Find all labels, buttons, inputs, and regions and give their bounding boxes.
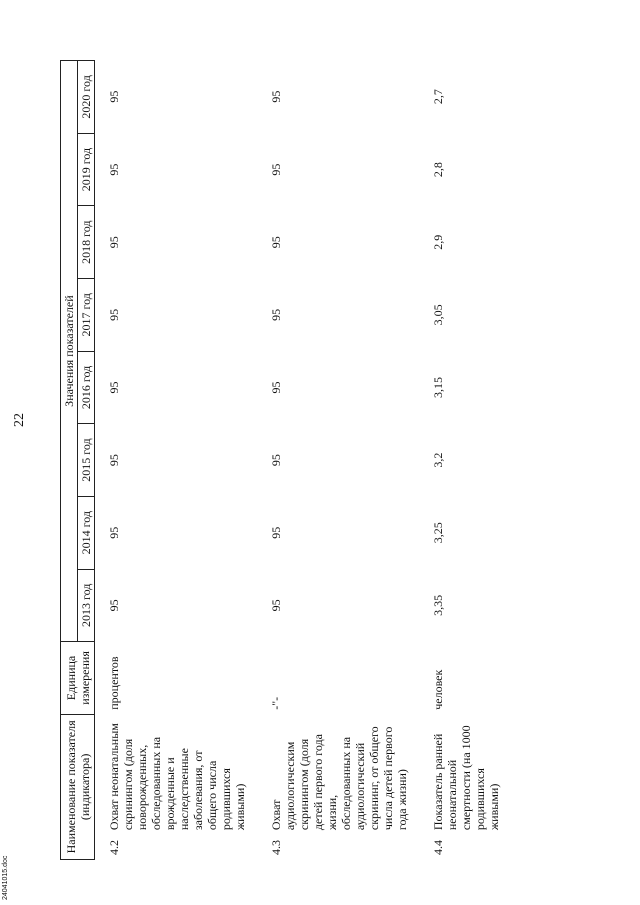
row-value: 3,05 bbox=[431, 304, 445, 326]
header-year: 2013 год bbox=[78, 569, 95, 642]
row-unit: человек bbox=[431, 669, 445, 710]
row-value: 3,25 bbox=[431, 522, 445, 544]
row-number: 4.4 bbox=[431, 840, 445, 855]
row-value: 95 bbox=[107, 381, 121, 394]
row-unit: процентов bbox=[107, 656, 121, 710]
row-value: 95 bbox=[269, 599, 283, 612]
row-value: 95 bbox=[107, 526, 121, 539]
row-indicator-name: Показатель ранней неонатальной смертности (на 1000 родившихся живыми) bbox=[431, 725, 501, 831]
header-unit: Единица измерения bbox=[61, 642, 95, 715]
row-value: 95 bbox=[107, 308, 121, 321]
row-value: 95 bbox=[269, 163, 283, 176]
row-value: 3,35 bbox=[431, 594, 445, 616]
row-value: 95 bbox=[269, 90, 283, 103]
row-value: 95 bbox=[107, 90, 121, 103]
table-row bbox=[257, 61, 419, 860]
table-row bbox=[419, 61, 511, 860]
header-year: 2019 год bbox=[78, 133, 95, 206]
row-value: 95 bbox=[269, 308, 283, 321]
page-number: 22 bbox=[12, 413, 27, 427]
header-year: 2018 год bbox=[78, 206, 95, 279]
rotated-content bbox=[12, 40, 570, 860]
footer-file-code bbox=[2, 770, 16, 900]
header-indicator-name: Наименование показателя (индикатора) bbox=[61, 714, 95, 859]
indicators-table bbox=[60, 60, 511, 860]
row-value: 2,7 bbox=[431, 89, 445, 105]
header-year: 2015 год bbox=[78, 424, 95, 497]
header-values-group: Значения показателей bbox=[61, 61, 78, 642]
row-value: 95 bbox=[269, 236, 283, 249]
row-value: 3,2 bbox=[431, 452, 445, 468]
row-value: 2,9 bbox=[431, 234, 445, 250]
row-value: 3,15 bbox=[431, 376, 445, 398]
row-value: 95 bbox=[107, 454, 121, 467]
row-number: 4.3 bbox=[269, 840, 283, 855]
header-year: 2016 год bbox=[78, 351, 95, 424]
footer-file-code-text: 24041015.doc bbox=[2, 855, 9, 900]
table-row bbox=[95, 61, 258, 860]
row-value: 95 bbox=[107, 599, 121, 612]
row-indicator-name: Охват неонатальным скринингом (доля новорожденных, обследованных на врожденные и наследственные заболевания, от общего числа родившихся живыми) bbox=[107, 723, 247, 831]
row-indicator-name: Охват аудиологическим скринингом (доля детей первого года жизни, обследованных на аудиологический скрининг, от общего числа детей первого года жизни) bbox=[269, 726, 409, 831]
row-value: 95 bbox=[107, 236, 121, 249]
row-value: 95 bbox=[107, 163, 121, 176]
row-unit: -"- bbox=[269, 696, 283, 710]
header-year: 2017 год bbox=[78, 279, 95, 352]
row-value: 95 bbox=[269, 381, 283, 394]
header-year: 2014 год bbox=[78, 496, 95, 569]
row-value: 95 bbox=[269, 454, 283, 467]
row-number: 4.2 bbox=[107, 840, 121, 855]
header-year: 2020 год bbox=[78, 61, 95, 134]
row-value: 95 bbox=[269, 526, 283, 539]
row-value: 2,8 bbox=[431, 162, 445, 178]
